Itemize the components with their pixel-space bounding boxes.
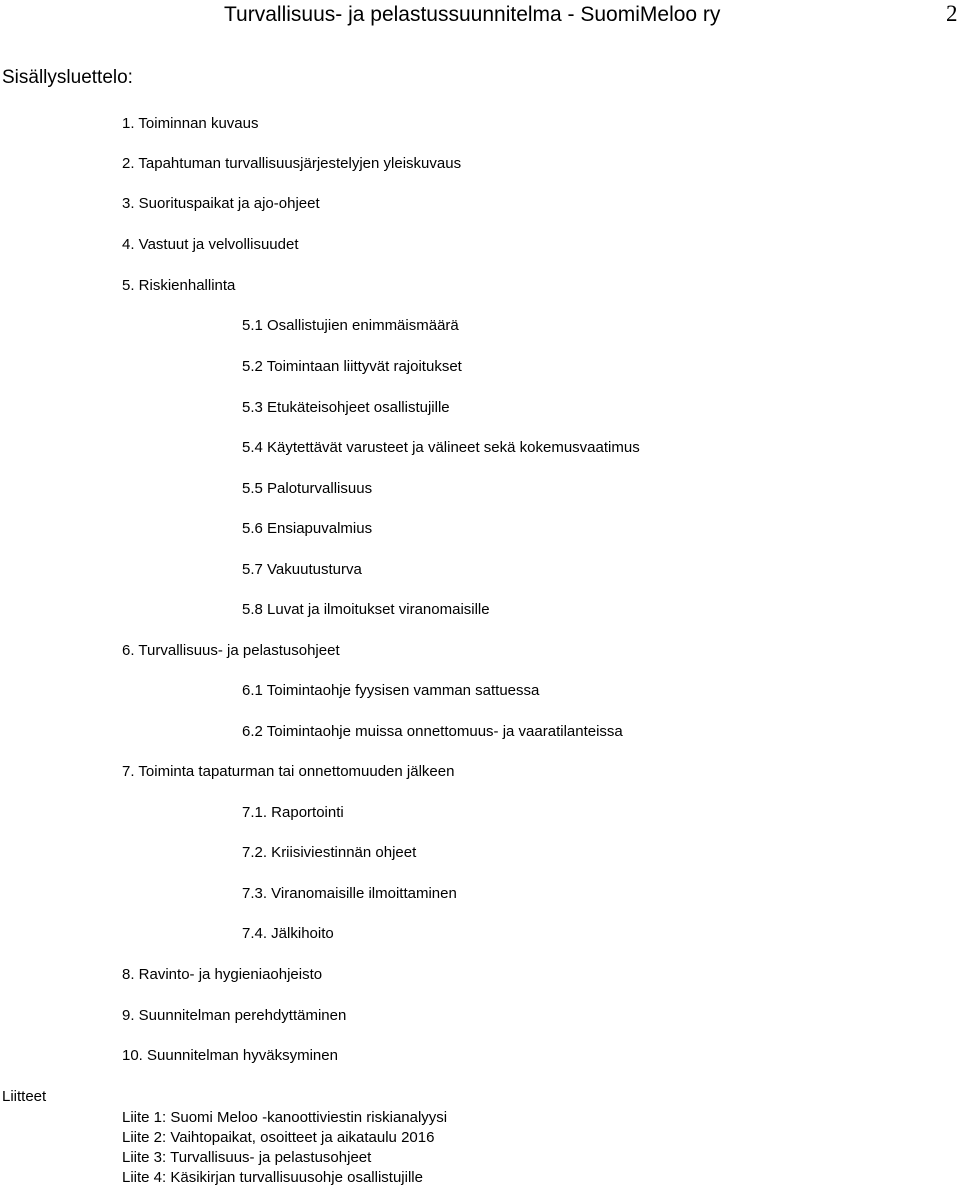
toc-subitem: 5.7 Vakuutusturva xyxy=(242,561,362,578)
toc-item: 10. Suunnitelman hyväksyminen xyxy=(122,1047,338,1064)
toc-subitem: 7.1. Raportointi xyxy=(242,804,344,821)
toc-item: 7. Toiminta tapaturman tai onnettomuuden jälkeen xyxy=(122,763,455,780)
toc-subitem: 5.1 Osallistujien enimmäismäärä xyxy=(242,317,459,334)
toc-subitem: 5.5 Paloturvallisuus xyxy=(242,480,373,497)
toc-subitem: 7.3. Viranomaisille ilmoittaminen xyxy=(242,885,457,902)
toc-subitem: 5.4 Käytettävät varusteet ja välineet sekä kokemusvaatimus xyxy=(242,439,640,456)
toc-item: 8. Ravinto- ja hygieniaohjeisto xyxy=(122,966,323,983)
toc-item: 3. Suorituspaikat ja ajo-ohjeet xyxy=(122,195,320,212)
toc-heading: Sisällysluettelo: xyxy=(2,67,133,88)
toc-item: 1. Toiminnan kuvaus xyxy=(122,115,259,132)
toc-subitem: 7.4. Jälkihoito xyxy=(242,925,334,942)
appendix-item: Liite 4: Käsikirjan turvallisuusohje osallistujille xyxy=(122,1169,423,1186)
toc-item: 5. Riskienhallinta xyxy=(122,277,236,294)
toc-subitem: 5.8 Luvat ja ilmoitukset viranomaisille xyxy=(242,601,490,618)
toc-subitem: 5.2 Toimintaan liittyvät rajoitukset xyxy=(242,358,462,375)
appendix-item: Liite 1: Suomi Meloo -kanoottiviestin riskianalyysi xyxy=(122,1109,448,1126)
toc-item: 6. Turvallisuus- ja pelastusohjeet xyxy=(122,642,340,659)
appendix-item: Liite 2: Vaihtopaikat, osoitteet ja aikataulu 2016 xyxy=(122,1129,435,1146)
page-number: 2 xyxy=(946,1,958,26)
toc-item: 4. Vastuut ja velvollisuudet xyxy=(122,236,299,253)
toc-item: 9. Suunnitelman perehdyttäminen xyxy=(122,1007,347,1024)
toc-subitem: 5.3 Etukäteisohjeet osallistujille xyxy=(242,399,450,416)
toc-subitem: 6.2 Toimintaohje muissa onnettomuus- ja vaaratilanteissa xyxy=(242,723,623,740)
appendices-heading: Liitteet xyxy=(2,1088,47,1105)
document-title: Turvallisuus- ja pelastussuunnitelma - SuomiMeloo ry xyxy=(224,3,721,26)
appendix-item: Liite 3: Turvallisuus- ja pelastusohjeet xyxy=(122,1149,372,1166)
toc-subitem: 7.2. Kriisiviestinnän ohjeet xyxy=(242,844,417,861)
toc-subitem: 5.6 Ensiapuvalmius xyxy=(242,520,373,537)
toc-subitem: 6.1 Toimintaohje fyysisen vamman sattuessa xyxy=(242,682,540,699)
toc-item: 2. Tapahtuman turvallisuusjärjestelyjen yleiskuvaus xyxy=(122,155,462,172)
